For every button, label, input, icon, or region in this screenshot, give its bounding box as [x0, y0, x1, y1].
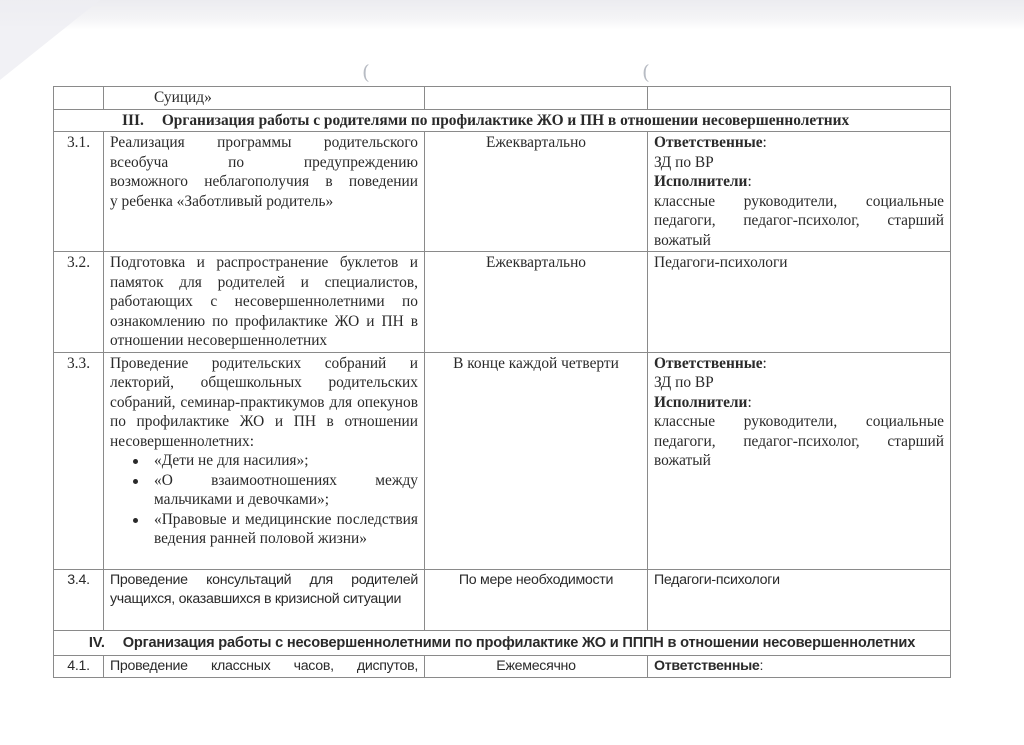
- activity-line: у ребенка «Заботливый родитель»: [110, 192, 334, 210]
- row-number-cell: [54, 655, 104, 678]
- responsible-text: Педагоги-психологи: [654, 254, 788, 271]
- row-number-cell: [54, 569, 104, 630]
- executors-text: классные руководители, социальные педагоги, педагог-психолог, старший вожатый: [654, 192, 944, 249]
- section-number: III.: [122, 111, 144, 129]
- term-cell: [425, 655, 648, 678]
- activity-text: Подготовка и распространение буклетов и памяток для родителей и специалистов, работающих с несовершеннолетними по ознакомлению по профилактике ЖО и ПН в отношении несовершеннолетних: [110, 254, 418, 349]
- table-row: [54, 655, 951, 678]
- section-number: IV.: [88, 634, 105, 651]
- responsible-text: ЗД по ВР: [654, 374, 714, 391]
- activity-text: Суицид»: [154, 89, 212, 106]
- responsible-label: Ответственные: [654, 657, 760, 674]
- executors-label: Исполнители: [654, 393, 748, 411]
- table-row: [54, 252, 951, 353]
- executors-label: Исполнители: [654, 173, 748, 190]
- responsible-label: Ответственные: [654, 134, 763, 151]
- table-row: [54, 352, 951, 569]
- topic-item: «Дети не для насилия»;: [154, 451, 418, 471]
- row-number-cell: [54, 252, 104, 353]
- responsible-cell: [648, 252, 951, 353]
- section-iii-header: [54, 109, 951, 132]
- term-cell: [425, 352, 648, 569]
- table-row: [54, 569, 951, 630]
- scan-shadow-top: [0, 0, 1024, 30]
- term-text: Ежеквартально: [485, 134, 587, 151]
- activity-cell: [104, 87, 425, 110]
- row-number: 3.4.: [67, 571, 90, 588]
- label-colon: :: [759, 657, 764, 674]
- term-cell: [425, 132, 648, 252]
- row-number: 3.2.: [66, 254, 91, 271]
- topic-list: [110, 451, 418, 549]
- topic-item: «Правовые и медицинские последствия ведения ранней половой жизни»: [154, 510, 418, 547]
- executors-text: классные руководители, социальные педагоги, педагог-психолог, старший вожатый: [654, 413, 944, 469]
- activity-cell: [104, 132, 425, 252]
- activity-plan-table: [53, 86, 951, 678]
- staple-hole-mark: (: [642, 60, 650, 84]
- topic-item: «О взаимоотношениях между мальчиками и девочками»;: [154, 471, 418, 508]
- label-colon: :: [762, 134, 767, 151]
- term-text: Ежеквартально: [485, 254, 587, 271]
- responsible-label: Ответственные: [654, 354, 763, 372]
- row-number-cell: [54, 87, 104, 110]
- term-cell: [425, 569, 648, 630]
- term-cell: [425, 87, 648, 110]
- activity-text: Проведение классных часов, диспутов,: [110, 657, 418, 674]
- responsible-cell: [648, 569, 951, 630]
- responsible-cell: [648, 352, 951, 569]
- activity-text: Проведение консультаций для родителей учащихся, оказавшихся в кризисной ситуации: [110, 571, 418, 607]
- section-header-row: [54, 109, 951, 132]
- table-row: [54, 87, 951, 110]
- row-number: 3.1.: [66, 134, 91, 151]
- section-title: Организация работы с родителями по профилактике ЖО и ПН в отношении несовершеннолетних: [161, 111, 850, 129]
- activity-line: возможного неблагополучия в поведении: [110, 173, 418, 190]
- row-number: 4.1.: [67, 657, 90, 674]
- section-header-row: [54, 630, 951, 655]
- row-number: 3.3.: [66, 354, 91, 372]
- activity-line: Реализация программы родительского: [110, 134, 418, 151]
- responsible-cell: [648, 132, 951, 252]
- term-text: В конце каждой четверти: [453, 354, 619, 372]
- row-number-cell: [54, 132, 104, 252]
- label-colon: :: [762, 354, 767, 372]
- responsible-cell: [648, 87, 951, 110]
- term-text: Ежемесячно: [496, 657, 576, 674]
- row-number-cell: [54, 352, 104, 569]
- responsible-text: Педагоги-психологи: [654, 571, 780, 588]
- activity-cell: [104, 352, 425, 569]
- section-title: Организация работы с несовершеннолетними по профилактике ЖО и ПППН в отношении несовершеннолетних: [122, 634, 916, 651]
- label-colon: :: [747, 393, 752, 411]
- staple-hole-mark: (: [362, 60, 370, 84]
- activity-line: всеобуча по предупреждению: [110, 153, 418, 171]
- activity-text: Проведение родительских собраний и лекторий, общешкольных родительских собраний, семинар-практикумов для опекунов по профилактике ЖО и ПН в отношении несовершеннолетних:: [110, 354, 418, 450]
- term-text: По мере необходимости: [458, 571, 614, 588]
- section-iv-header: [54, 630, 951, 655]
- label-colon: :: [747, 173, 752, 190]
- table-row: [54, 132, 951, 252]
- scan-shadow-corner: [0, 0, 100, 80]
- activity-cell: [104, 252, 425, 353]
- activity-cell: [104, 569, 425, 630]
- activity-cell: [104, 655, 425, 678]
- responsible-text: ЗД по ВР: [654, 153, 714, 171]
- term-cell: [425, 252, 648, 353]
- responsible-cell: [648, 655, 951, 678]
